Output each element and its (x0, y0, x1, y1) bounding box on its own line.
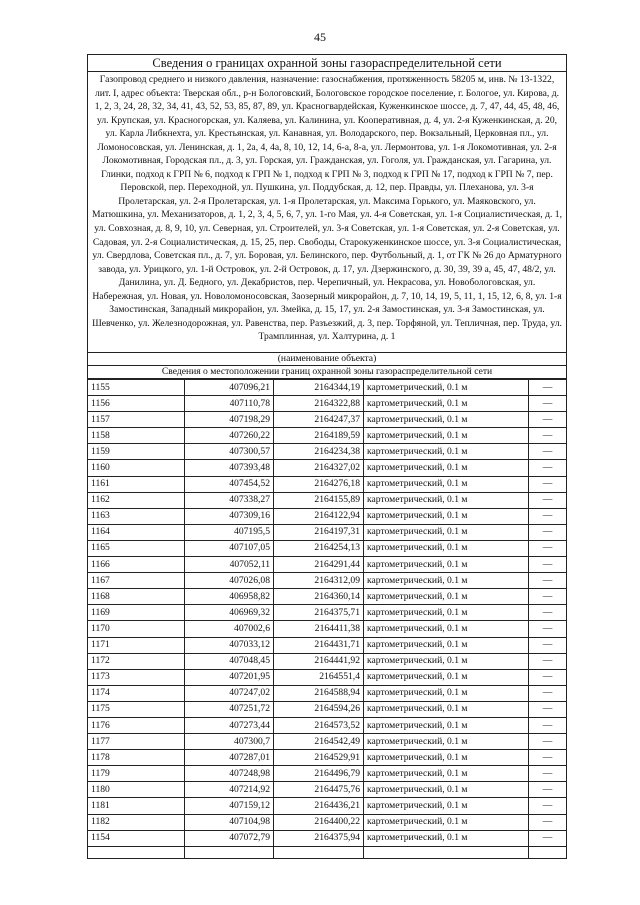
method-accuracy-cell: картометрический, 0.1 м (364, 798, 529, 814)
point-number-cell: 1178 (88, 750, 185, 766)
method-accuracy-cell: картометрический, 0.1 м (364, 589, 529, 605)
point-number-cell: 1164 (88, 524, 185, 540)
y-coordinate-cell: 2164375,71 (274, 605, 364, 621)
y-coordinate-cell: 2164247,37 (274, 412, 364, 428)
table-row (88, 701, 566, 717)
table-row (88, 508, 566, 524)
y-coordinate-cell: 2164312,09 (274, 573, 364, 589)
y-coordinate-cell: 2164122,94 (274, 508, 364, 524)
description-cell: — (529, 508, 567, 524)
point-number-cell: 1163 (88, 508, 185, 524)
point-number-cell: 1167 (88, 573, 185, 589)
coordinates-table (88, 379, 566, 858)
description-cell: — (529, 573, 567, 589)
point-number-cell: 1166 (88, 557, 185, 573)
x-coordinate-cell: 407195,5 (185, 524, 274, 540)
point-number-cell: 1181 (88, 798, 185, 814)
y-coordinate-cell: 2164322,88 (274, 396, 364, 412)
description-cell: — (529, 637, 567, 653)
method-accuracy-cell: картометрический, 0.1 м (364, 508, 529, 524)
description-cell: — (529, 540, 567, 556)
method-accuracy-cell: картометрический, 0.1 м (364, 524, 529, 540)
table-row (88, 476, 566, 492)
method-accuracy-cell: картометрический, 0.1 м (364, 396, 529, 412)
y-coordinate-cell: 2164291,44 (274, 557, 364, 573)
x-coordinate-cell: 407159,12 (185, 798, 274, 814)
description-cell: — (529, 589, 567, 605)
table-row (88, 573, 566, 589)
point-number-cell: 1156 (88, 396, 185, 412)
description-cell: — (529, 444, 567, 460)
description-cell: — (529, 396, 567, 412)
table-row (88, 540, 566, 556)
x-coordinate-cell: 407107,05 (185, 540, 274, 556)
description-cell: — (529, 460, 567, 476)
method-accuracy-cell: картометрический, 0.1 м (364, 653, 529, 669)
y-coordinate-cell: 2164344,19 (274, 380, 364, 396)
empty-cell (88, 846, 185, 858)
point-number-cell: 1177 (88, 734, 185, 750)
description-cell: — (529, 605, 567, 621)
table-row (88, 717, 566, 733)
y-coordinate-cell: 2164436,21 (274, 798, 364, 814)
table-row (88, 621, 566, 637)
y-coordinate-cell: 2164594,26 (274, 701, 364, 717)
x-coordinate-cell: 407048,45 (185, 653, 274, 669)
description-cell: — (529, 653, 567, 669)
table-row (88, 798, 566, 814)
method-accuracy-cell: картометрический, 0.1 м (364, 476, 529, 492)
point-number-cell: 1155 (88, 380, 185, 396)
method-accuracy-cell: картометрический, 0.1 м (364, 621, 529, 637)
empty-cell (529, 846, 567, 858)
point-number-cell: 1172 (88, 653, 185, 669)
method-accuracy-cell: картометрический, 0.1 м (364, 605, 529, 621)
table-row (88, 782, 566, 798)
method-accuracy-cell: картометрический, 0.1 м (364, 573, 529, 589)
table-row (88, 589, 566, 605)
x-coordinate-cell: 407198,29 (185, 412, 274, 428)
x-coordinate-cell: 407052,11 (185, 557, 274, 573)
x-coordinate-cell: 407300,7 (185, 734, 274, 750)
x-coordinate-cell: 407026,08 (185, 573, 274, 589)
table-row (88, 669, 566, 685)
point-number-cell: 1165 (88, 540, 185, 556)
description-cell: — (529, 782, 567, 798)
point-number-cell: 1169 (88, 605, 185, 621)
description-cell: — (529, 701, 567, 717)
x-coordinate-cell: 407287,01 (185, 750, 274, 766)
y-coordinate-cell: 2164441,92 (274, 653, 364, 669)
method-accuracy-cell: картометрический, 0.1 м (364, 460, 529, 476)
x-coordinate-cell: 407247,02 (185, 685, 274, 701)
method-accuracy-cell: картометрический, 0.1 м (364, 701, 529, 717)
document-title: Сведения о границах охранной зоны газораспределительной сети (88, 55, 566, 72)
point-number-cell: 1174 (88, 685, 185, 701)
description-cell: — (529, 734, 567, 750)
x-coordinate-cell: 407309,16 (185, 508, 274, 524)
table-row (88, 557, 566, 573)
y-coordinate-cell: 2164234,38 (274, 444, 364, 460)
coordinates-table-body (88, 380, 566, 858)
table-row (88, 492, 566, 508)
y-coordinate-cell: 2164431,71 (274, 637, 364, 653)
table-row (88, 814, 566, 830)
description-cell: — (529, 492, 567, 508)
y-coordinate-cell: 2164400,22 (274, 814, 364, 830)
description-cell: — (529, 685, 567, 701)
description-cell: — (529, 814, 567, 830)
y-coordinate-cell: 2164475,76 (274, 782, 364, 798)
y-coordinate-cell: 2164197,31 (274, 524, 364, 540)
y-coordinate-cell: 2164529,91 (274, 750, 364, 766)
x-coordinate-cell: 407214,92 (185, 782, 274, 798)
description-cell: — (529, 428, 567, 444)
method-accuracy-cell: картометрический, 0.1 м (364, 444, 529, 460)
empty-cell (185, 846, 274, 858)
x-coordinate-cell: 407248,98 (185, 766, 274, 782)
table-row (88, 380, 566, 396)
table-row (88, 396, 566, 412)
point-number-cell: 1161 (88, 476, 185, 492)
table-row (88, 685, 566, 701)
method-accuracy-cell: картометрический, 0.1 м (364, 380, 529, 396)
location-caption: Сведения о местоположении границ охранной зоны газораспределительной сети (88, 366, 566, 379)
method-accuracy-cell: картометрический, 0.1 м (364, 412, 529, 428)
table-row (88, 524, 566, 540)
empty-cell (364, 846, 529, 858)
table-row (88, 605, 566, 621)
table-row (88, 653, 566, 669)
object-name-caption: (наименование объекта) (88, 353, 566, 366)
method-accuracy-cell: картометрический, 0.1 м (364, 814, 529, 830)
y-coordinate-cell: 2164155,89 (274, 492, 364, 508)
x-coordinate-cell: 406958,82 (185, 589, 274, 605)
y-coordinate-cell: 2164276,18 (274, 476, 364, 492)
table-row (88, 766, 566, 782)
point-number-cell: 1179 (88, 766, 185, 782)
page-number: 45 (314, 30, 326, 44)
point-number-cell: 1154 (88, 830, 185, 846)
table-row (88, 428, 566, 444)
point-number-cell: 1159 (88, 444, 185, 460)
point-number-cell: 1168 (88, 589, 185, 605)
description-cell: — (529, 557, 567, 573)
table-row (88, 734, 566, 750)
description-cell: — (529, 621, 567, 637)
point-number-cell: 1157 (88, 412, 185, 428)
x-coordinate-cell: 407096,21 (185, 380, 274, 396)
y-coordinate-cell: 2164327,02 (274, 460, 364, 476)
x-coordinate-cell: 407300,57 (185, 444, 274, 460)
table-row (88, 830, 566, 846)
x-coordinate-cell: 407033,12 (185, 637, 274, 653)
description-cell: — (529, 412, 567, 428)
x-coordinate-cell: 407110,78 (185, 396, 274, 412)
x-coordinate-cell: 407338,27 (185, 492, 274, 508)
point-number-cell: 1170 (88, 621, 185, 637)
point-number-cell: 1175 (88, 701, 185, 717)
method-accuracy-cell: картометрический, 0.1 м (364, 492, 529, 508)
point-number-cell: 1180 (88, 782, 185, 798)
point-number-cell: 1173 (88, 669, 185, 685)
method-accuracy-cell: картометрический, 0.1 м (364, 637, 529, 653)
table-row (88, 637, 566, 653)
x-coordinate-cell: 407072,79 (185, 830, 274, 846)
method-accuracy-cell: картометрический, 0.1 м (364, 557, 529, 573)
description-cell: — (529, 830, 567, 846)
y-coordinate-cell: 2164496,79 (274, 766, 364, 782)
y-coordinate-cell: 2164254,13 (274, 540, 364, 556)
description-cell: — (529, 380, 567, 396)
x-coordinate-cell: 407273,44 (185, 717, 274, 733)
x-coordinate-cell: 407251,72 (185, 701, 274, 717)
point-number-cell: 1182 (88, 814, 185, 830)
table-row (88, 750, 566, 766)
table-row (88, 460, 566, 476)
empty-table-row (88, 846, 566, 858)
object-description: Газопровод среднего и низкого давления, назначение: газоснабжения, протяженность 58205 м, инв. № 13-1322, лит. I, адрес объекта: Тверская обл., р-н Бологовский, Бологовское городское поселение, г. Бологое, ул. Кирова, д. 1, 2, 3, 24, 28, 32, 34, 41, 43, 52, 53, 85, 87, 89, ул. Красногвардейская, Куженкинское шоссе, д. 7, 47, 44, 45, 48, 46, ул. Крупская, ул. Красногорская, ул. Каляева, ул. Калинина, ул. Кооперативная, д. 4, ул. 2-я Куженкинская, д. 20, ул. Карла Либкнехта, ул. Крестьянская, ул. Канавная, ул. Володарского, пер. Вокзальный, Церковная пл., ул. Ломоносовская, ул. Ленинская, д. 1, 2а, 4, 4а, 8, 10, 12, 14, 6-а, 8-а, ул. Лермонтова, ул. 1-я Локомотивная, ул. 2-я Локомотивная, Городская пл., д. 3, ул. Горская, ул. Гражданская, ул. Гоголя, ул. Гражданская, ул. Гагарина, ул. Глинки, подход к ГРП № 6, подход к ГРП № 1, подход к ГРП № 3, подход к ГРП № 17, подход к ГРП № 7, пер. Перовской, пер. Переходной, ул. Пушкина, ул. Поддубская, д. 12, пер. Правды, ул. Плеханова, ул. 3-я Пролетарская, ул. 2-я Пролетарская, ул. 1-я Пролетарская, ул. Максима Горького, ул. Маяковского, ул. Матюшкина, ул. Механизаторов, д. 1, 2, 3, 4, 5, 6, 7, ул. 1-го Мая, ул. 4-я Советская, ул. 1-я Социалистическая, д. 1, ул. Совхозная, д. 8, 9, 10, ул. Северная, ул. Строителей, ул. 3-я Советская, ул. 1-я Советская, ул. 2-я Советская, ул. Садовая, ул. 2-я Социалистическая, д. 15, 25, пер. Свободы, Старокуженкинское шоссе, ул. 3-я Социалистическая, ул. Свердлова, Советская пл., д. 7, ул. Боровая, ул. Белинского, пер. Футбольный, д. 1, от ГК № 26 до Арматурного завода, ул. Урицкого, ул. 1-й Островок, ул. 2-й Островок, д. 17, ул. Дзержинского, д. 30, 39, 39 а, 45, 47, 48/2, ул. Данилина, ул. Д. Бедного, ул. Декабристов, пер. Черепичный, ул. Некрасова, ул. Новобологовская, ул. Набережная, ул. Новая, ул. Новоломоносовская, Заозерный микрорайон, д. 7, 10, 14, 19, 5, 11, 1, 15, 12, 6, 8, ул. 1-я Замостинская, Западный микрорайон, ул. Змейка, д. 15, 17, ул. 2-я Замостинская, ул. 3-я Замостинская, ул. Шевченко, ул. Железнодорожная, ул. Равенства, пер. Разъезжий, д. 3, пер. Торфяной, ул. Тепличная, пер. Труда, ул. Трамплинная, ул. Халтурина, д. 1 (88, 72, 566, 353)
method-accuracy-cell: картометрический, 0.1 м (364, 669, 529, 685)
description-cell: — (529, 524, 567, 540)
table-row (88, 444, 566, 460)
point-number-cell: 1162 (88, 492, 185, 508)
y-coordinate-cell: 2164375,94 (274, 830, 364, 846)
method-accuracy-cell: картометрический, 0.1 м (364, 782, 529, 798)
method-accuracy-cell: картометрический, 0.1 м (364, 830, 529, 846)
x-coordinate-cell: 407393,48 (185, 460, 274, 476)
description-cell: — (529, 717, 567, 733)
description-cell: — (529, 798, 567, 814)
table-row (88, 412, 566, 428)
method-accuracy-cell: картометрический, 0.1 м (364, 685, 529, 701)
point-number-cell: 1158 (88, 428, 185, 444)
x-coordinate-cell: 407260,22 (185, 428, 274, 444)
point-number-cell: 1176 (88, 717, 185, 733)
x-coordinate-cell: 407104,98 (185, 814, 274, 830)
point-number-cell: 1160 (88, 460, 185, 476)
description-cell: — (529, 476, 567, 492)
x-coordinate-cell: 406969,32 (185, 605, 274, 621)
method-accuracy-cell: картометрический, 0.1 м (364, 428, 529, 444)
document-sheet (87, 54, 567, 859)
method-accuracy-cell: картометрический, 0.1 м (364, 540, 529, 556)
description-cell: — (529, 669, 567, 685)
method-accuracy-cell: картометрический, 0.1 м (364, 717, 529, 733)
y-coordinate-cell: 2164573,52 (274, 717, 364, 733)
y-coordinate-cell: 2164189,59 (274, 428, 364, 444)
x-coordinate-cell: 407002,6 (185, 621, 274, 637)
y-coordinate-cell: 2164588,94 (274, 685, 364, 701)
y-coordinate-cell: 2164542,49 (274, 734, 364, 750)
x-coordinate-cell: 407201,95 (185, 669, 274, 685)
method-accuracy-cell: картометрический, 0.1 м (364, 734, 529, 750)
description-cell: — (529, 750, 567, 766)
y-coordinate-cell: 2164411,38 (274, 621, 364, 637)
empty-cell (274, 846, 364, 858)
description-cell: — (529, 766, 567, 782)
method-accuracy-cell: картометрический, 0.1 м (364, 766, 529, 782)
method-accuracy-cell: картометрический, 0.1 м (364, 750, 529, 766)
point-number-cell: 1171 (88, 637, 185, 653)
x-coordinate-cell: 407454,52 (185, 476, 274, 492)
y-coordinate-cell: 2164360,14 (274, 589, 364, 605)
y-coordinate-cell: 2164551,4 (274, 669, 364, 685)
